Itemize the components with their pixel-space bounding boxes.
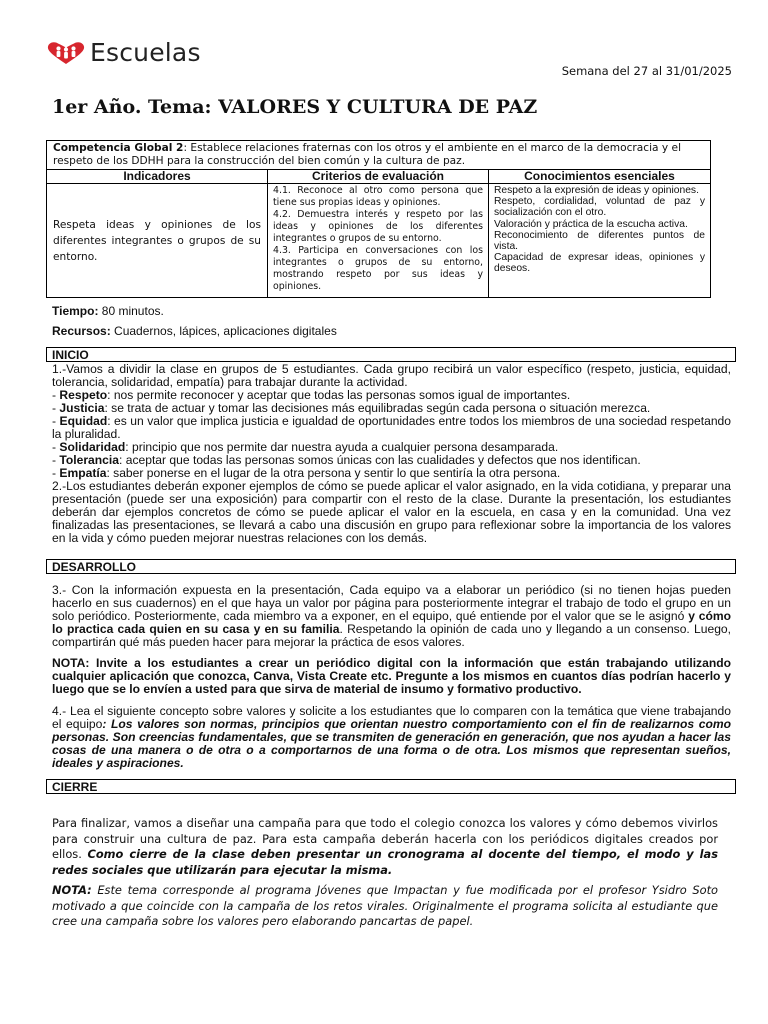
inicio-paragraph-2: 2.-Los estudiantes deberán exponer ejemplos de cómo se puede aplicar el valor asignado, en la vida cotidiana, y preparar una presentación (puede ser una exposición) para compartir con el resto de la clase. Durante la presentación, los estudiantes deberán dar ejemplos concretos de cómo se puede aplicar el valor en la escuela, en casa y en la comunidad. Una vez finalizadas las presentaciones, se llevará a cabo una discusión en grupo para reflexionar sobre la importancia de los valores en la vida y cómo pueden mejorar nuestras relaciones con los demás. bbox=[52, 479, 731, 545]
tiempo-line bbox=[52, 304, 164, 318]
page-title: 1er Año. Tema: VALORES Y CULTURA DE PAZ bbox=[52, 96, 538, 118]
cierre-nota-text: Este tema corresponde al programa Jóvenes que Impactan y fue modificada por el profesor Ysidro Soto motivado a que coincide con la campaña de los retos virales. Originalmente el programa solicita al estudiante que cree una campaña sobre los valores pero elaborando pancartas de papel. bbox=[52, 883, 718, 928]
valores-quote: : Los valores son normas, principios que orientan nuestro comportamiento con el fin de realizarnos como personas. Son creencias fundamentales, que se transmiten de generación en generación, que nos ayudan a hacer las cosas de una manera o de otra o a comportarnos de una forma o de otra. Los mismos que representan sueños, ideales y aspiraciones. bbox=[52, 717, 731, 770]
criterio-item: 4.3. Participa en conversaciones con los integrantes o grupos de su entorno, mostrando respeto por sus ideas y opiniones. bbox=[273, 245, 483, 292]
conocimiento-item: Respeto a la expresión de ideas y opiniones. bbox=[494, 185, 699, 196]
value-item-solidaridad: - Solidaridad: principio que nos permite dar nuestra ayuda a cualquier persona desamparada. bbox=[52, 440, 559, 454]
header-criterios: Criterios de evaluación bbox=[268, 170, 489, 184]
conocimiento-item: Reconocimiento de diferentes puntos de vista. bbox=[494, 229, 705, 253]
criterios-cell bbox=[268, 184, 489, 298]
criterio-item: 4.2. Demuestra interés y respeto por las ideas y opiniones de los diferentes integrantes o grupos de su entorno. bbox=[273, 209, 483, 244]
tiempo-value: 80 minutos. bbox=[98, 304, 164, 318]
header-indicadores: Indicadores bbox=[47, 170, 268, 184]
week-date: Semana del 27 al 31/01/2025 bbox=[561, 64, 732, 78]
recursos-value: Cuadernos, lápices, aplicaciones digitales bbox=[110, 324, 337, 338]
conocimiento-item: Valoración y práctica de la escucha activa. bbox=[494, 218, 688, 230]
competencia-table bbox=[46, 140, 711, 298]
conocimiento-item: Respeto, cordialidad, voluntad de paz y socialización con el otro. bbox=[494, 196, 705, 219]
recursos-label: Recursos: bbox=[52, 324, 111, 338]
section-desarrollo-header: DESARROLLO bbox=[46, 559, 736, 574]
indicador-cell: Respeta ideas y opiniones de los diferentes integrantes o grupos de su entorno. bbox=[47, 184, 268, 298]
cierre-nota-label: NOTA: bbox=[52, 883, 92, 897]
header-conocimientos: Conocimientos esenciales bbox=[489, 170, 711, 184]
criterio-item: 4.1. Reconoce al otro como persona que tiene sus propias ideas y opiniones. bbox=[273, 185, 483, 208]
escuelas-logo-people-heart-icon bbox=[46, 41, 86, 65]
value-item-justicia: - Justicia: se trata de actuar y tomar las decisiones más equilibradas según cada persona o situación merezca. bbox=[52, 401, 651, 415]
inicio-content bbox=[52, 363, 731, 545]
cierre-nota bbox=[52, 883, 718, 930]
conocimiento-item: Capacidad de expresar ideas, opiniones y deseos. bbox=[494, 252, 705, 275]
logo-text: Escuelas bbox=[90, 38, 201, 67]
competencia-label: Competencia Global 2 bbox=[53, 142, 184, 154]
cierre-paragraph: Para finalizar, vamos a diseñar una campaña para que todo el colegio conozca los valores y cómo debemos vivirlos para construir una cultura de paz. Para esta campaña deberán hacerla con los periódicos digitales creados por ellos. Como cierre de la clase deben presentar un cronograma al docente del tiempo, el modo y las redes sociales que utilizarán para ejecutar la misma. bbox=[52, 816, 718, 877]
value-item-respeto: - Respeto: nos permite reconocer y aceptar que todas las personas somos igual de importantes. bbox=[52, 388, 571, 402]
inicio-intro: 1.-Vamos a dividir la clase en grupos de 5 estudiantes. Cada grupo recibirá un valor específico (respeto, justicia, equidad, tolerancia, solidaridad, empatía) para trabajar durante la actividad. bbox=[52, 362, 731, 389]
desarrollo-paragraph-4: 4.- Lea el siguiente concepto sobre valores y solicite a los estudiantes que lo comparen con la temática que viene trabajando el equipo: Los valores son normas, principios que orientan nuestro comportamiento con el fin de realizarnos como personas. Son creencias fundamentales, que se transmiten de generación en generación, que nos ayudan a hacer las cosas de una manera o de otra o a comportarnos de una forma o de otra. Los mismos que representan sueños, ideales y aspiraciones. bbox=[52, 704, 731, 770]
competencia-global bbox=[47, 141, 711, 170]
value-item-equidad: - Equidad: es un valor que implica justicia e igualdad de oportunidades entre todos los miembros de una sociedad respetando la pluralidad. bbox=[52, 414, 731, 441]
conocimientos-cell bbox=[489, 184, 711, 298]
desarrollo-paragraph-3: 3.- Con la información expuesta en la presentación, Cada equipo va a elaborar un periódico (si no tienen hojas pueden hacerlo en sus cuadernos) en el que haya un valor por página para posteriormente integrar el trabajo de todo el grupo en un solo periódico. Posteriormente, cada miembro va a exponer, en el equipo, qué entiende por el valor que se le asignó y cómo lo practica cada quien en su casa y en su familia. Respetando la opinión de cada uno y llegando a un consenso. Luego, compartirán qué más pueden hacer para mejorar la práctica de esos valores. bbox=[52, 583, 732, 649]
tiempo-label: Tiempo: bbox=[52, 304, 99, 318]
value-item-tolerancia: - Tolerancia: aceptar que todas las personas somos únicas con las cualidades y defectos que nos identifican. bbox=[52, 453, 641, 467]
section-cierre-header: CIERRE bbox=[46, 779, 736, 794]
value-item-empatia: - Empatía: saber ponerse en el lugar de la otra persona y sentir lo que sentiría la otra persona. bbox=[52, 466, 561, 480]
escuelas-logo bbox=[46, 38, 201, 67]
recursos-line bbox=[52, 324, 337, 338]
section-inicio-header: INICIO bbox=[46, 347, 736, 362]
competencia-text: : Establece relaciones fraternas con los otros y el ambiente en el marco de la democracia y el respeto de los DDHH para la construcción del bien común y la cultura de paz. bbox=[53, 142, 682, 167]
desarrollo-nota: NOTA: Invite a los estudiantes a crear un periódico digital con la información que están trabajando utilizando cualquier aplicación que conozca, Canva, Vista Create etc. Pregunte a los mismos en cuantos días podrían hacerlo y luego que se lo envíen a usted para que sirva de material de insumo y formativo productivo. bbox=[52, 656, 731, 696]
